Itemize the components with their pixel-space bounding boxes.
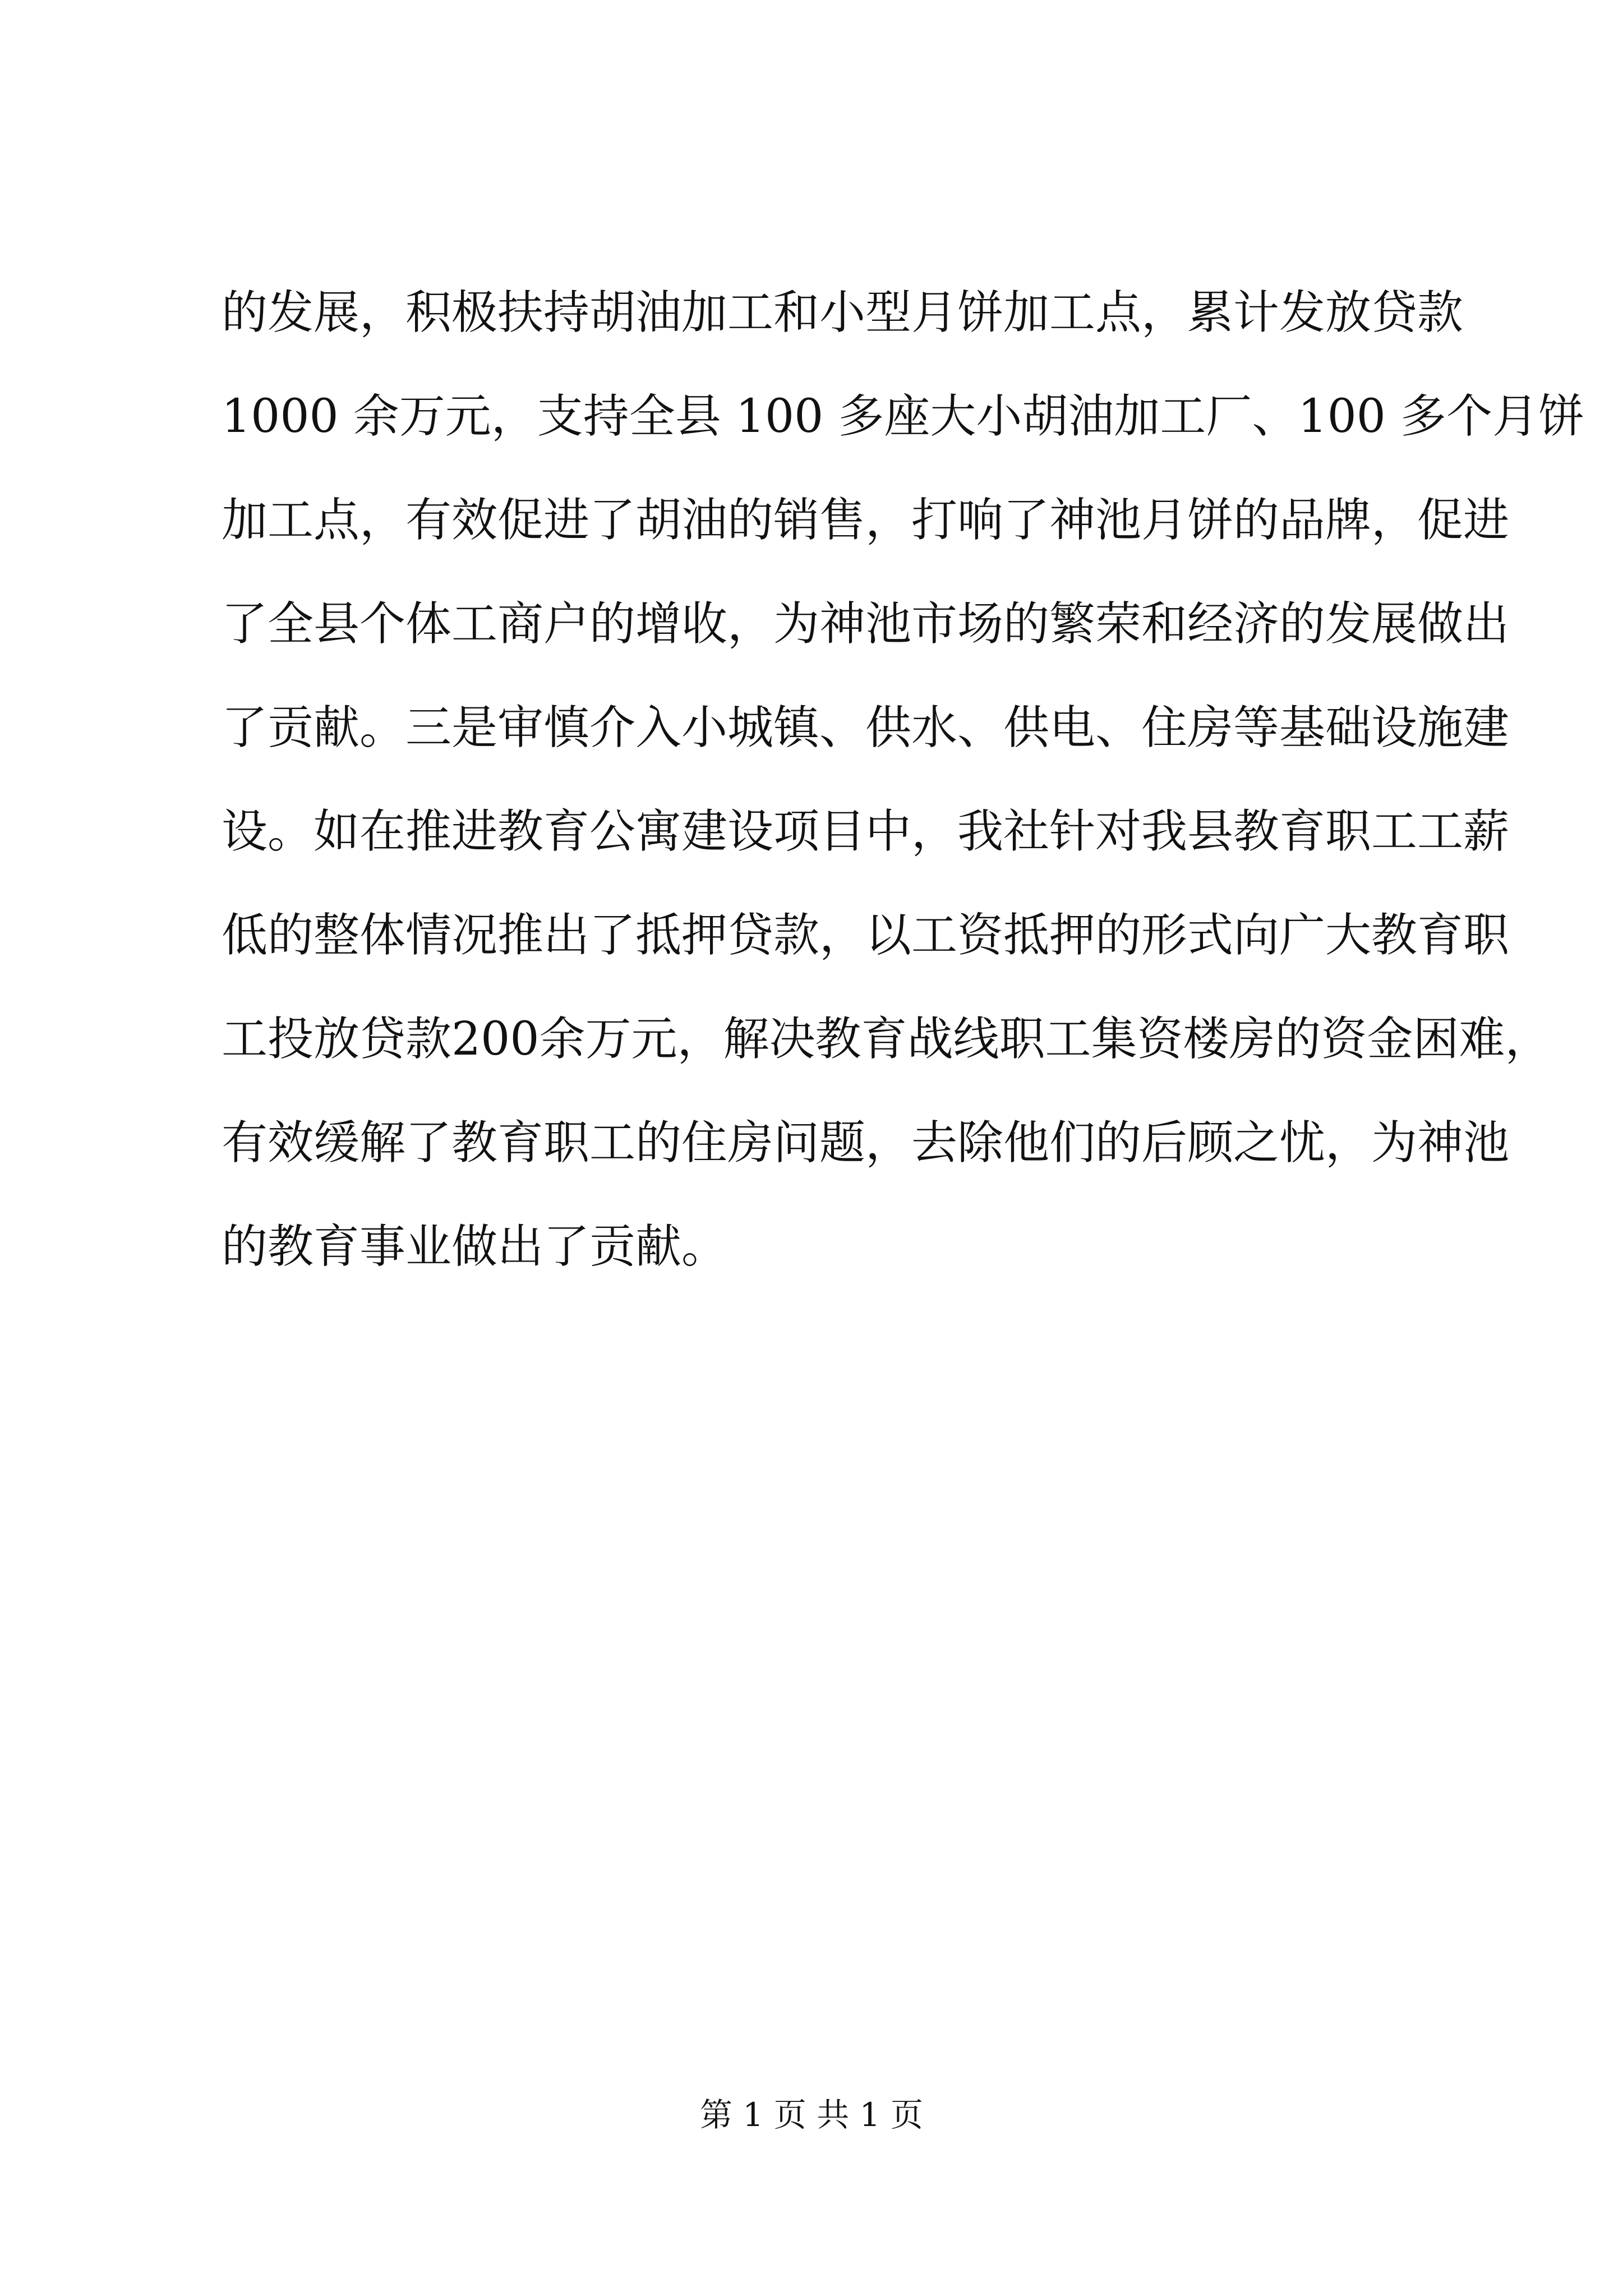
body-paragraph [222, 261, 1584, 1299]
text-line: 的发展，积极扶持胡油加工和小型月饼加工点，累计发放贷款 [222, 286, 1464, 339]
page-number-footer: 第 1 页 共 1 页 [700, 2096, 923, 2134]
text-line: 有效缓解了教育职工的住房问题，去除他们的后顾之忧，为神池 [222, 1116, 1510, 1170]
text-line: 了全县个体工商户的增收，为神池市场的繁荣和经济的发展做出 [222, 597, 1510, 651]
text-line: 1000 余万元，支持全县 100 多座大小胡油加工厂、100 多个月饼 [222, 390, 1584, 443]
text-line: 工投放贷款200余万元，解决教育战线职工集资楼房的资金困难， [222, 1013, 1551, 1066]
text-line: 加工点，有效促进了胡油的销售，打响了神池月饼的品牌，促进 [222, 494, 1510, 547]
text-line: 的教育事业做出了贡献。 [222, 1220, 728, 1273]
text-line: 低的整体情况推出了抵押贷款，以工资抵押的形式向广大教育职 [222, 909, 1510, 962]
text-line: 设。如在推进教育公寓建设项目中，我社针对我县教育职工工薪 [222, 805, 1510, 858]
text-line: 了贡献。三是审慎介入小城镇、供水、供电、住房等基础设施建 [222, 701, 1510, 754]
